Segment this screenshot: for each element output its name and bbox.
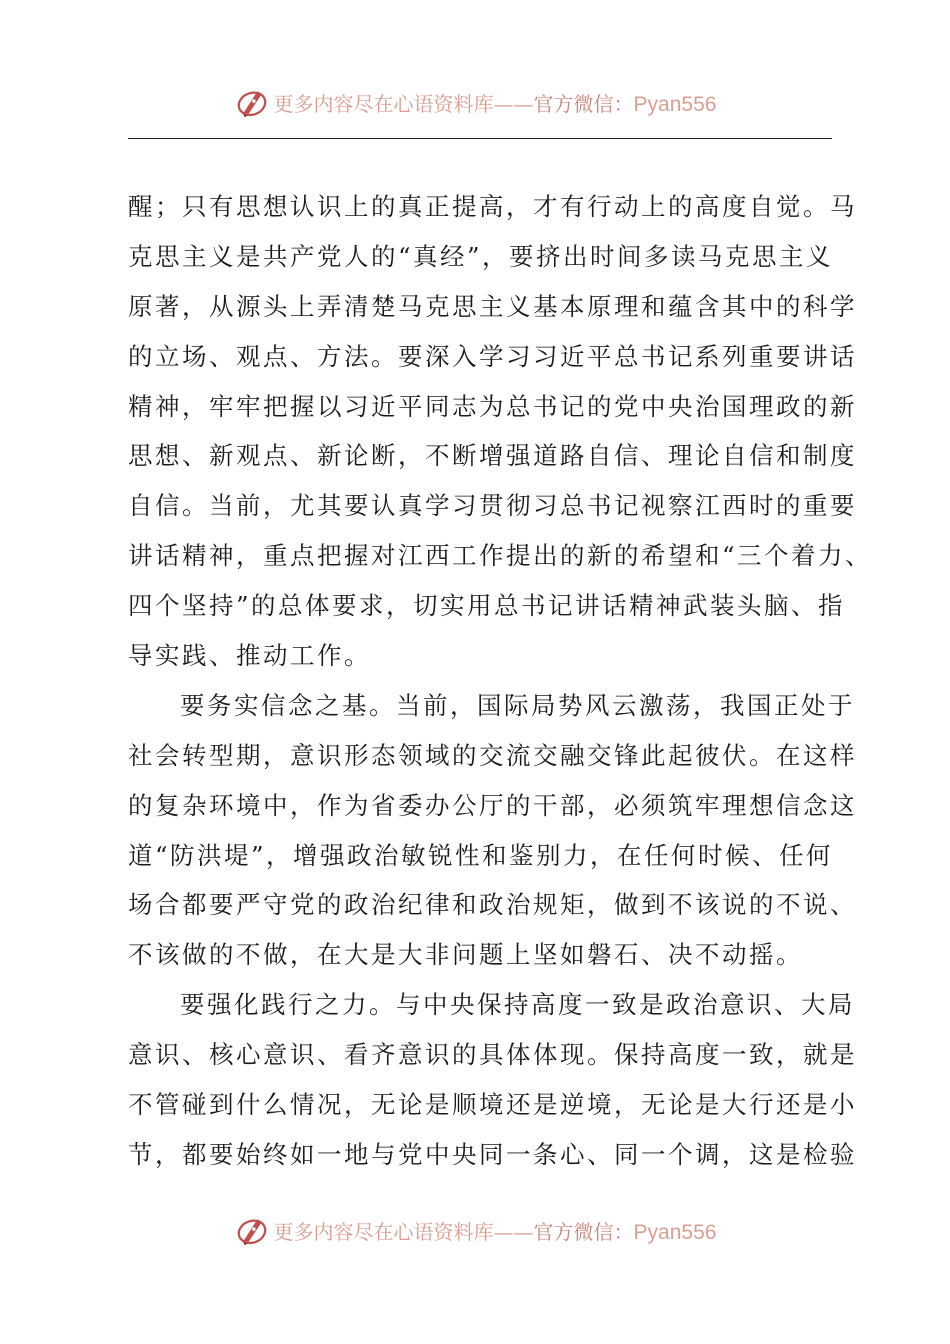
footer-banner [0,1210,950,1250]
document-body [128,182,873,1180]
body-line: 社会转型期，意识形态领域的交流交融交锋此起彼伏。在这样 [128,740,857,770]
footer-dash: —— [493,1219,534,1244]
header-banner [0,82,950,122]
body-line: 的复杂环境中，作为省委办公厅的干部，必须筑牢理想信念这 [128,790,857,820]
body-line: 精神，牢牢把握以习近平同志为总书记的党中央治国理政的新 [128,391,857,421]
body-line: 意识、核心意识、看齐意识的具体体现。保持高度一致，就是 [128,1040,857,1070]
body-line: 的立场、观点、方法。要深入学习习近平总书记系列重要讲话 [128,341,857,371]
header-site-name: 更多内容尽在心语资料库 [273,91,494,116]
header-divider [128,138,832,139]
body-line: 节，都要始终如一地与党中央同一条心、同一个调，这是检验 [128,1139,857,1169]
header-text [274,88,717,117]
body-line: 克思主义是共产党人的“真经”，要挤出时间多读马克思主义 [128,241,834,271]
body-line: 醒；只有思想认识上的真正提高，才有行动上的高度自觉。马 [128,192,857,221]
header-wechat-label: 官方微信： [533,91,634,116]
body-line: 自信。当前，尤其要认真学习贯彻习总书记视察江西时的重要 [128,491,857,521]
footer-text [274,1216,717,1245]
footer-site-name: 更多内容尽在心语资料库 [273,1219,494,1244]
pen-logo-icon [234,1212,270,1248]
body-line: 原著，从源头上弄清楚马克思主义基本原理和蕴含其中的科学 [128,291,857,321]
footer-wechat-id: Pyan556 [633,1220,717,1244]
body-line: 思想、新观点、新论断，不断增强道路自信、理论自信和制度 [128,441,857,471]
body-line: 不该做的不做，在大是大非问题上坚如磐石、决不动摇。 [128,940,803,970]
body-line: 导实践、推动工作。 [128,641,371,671]
header-dash: —— [493,91,534,116]
header-wechat-id: Pyan556 [633,92,717,116]
paragraph-start-line: 要强化践行之力。与中央保持高度一致是政治意识、大局 [180,990,855,1020]
body-line: 四个坚持”的总体要求，切实用总书记讲话精神武装头脑、指 [128,591,846,621]
pen-logo-icon [234,84,270,120]
footer-wechat-label: 官方微信： [533,1219,634,1244]
body-line: 不管碰到什么情况，无论是顺境还是逆境，无论是大行还是小 [128,1090,857,1120]
body-line: 讲话精神，重点把握对江西工作提出的新的希望和“三个着力、 [128,541,873,571]
body-line: 道“防洪堤”，增强政治敏锐性和鉴别力，在任何时候、任何 [128,840,834,870]
paragraph-start-line: 要务实信念之基。当前，国际局势风云激荡，我国正处于 [180,690,855,720]
body-line: 场合都要严守党的政治纪律和政治规矩，做到不该说的不说、 [128,890,857,920]
